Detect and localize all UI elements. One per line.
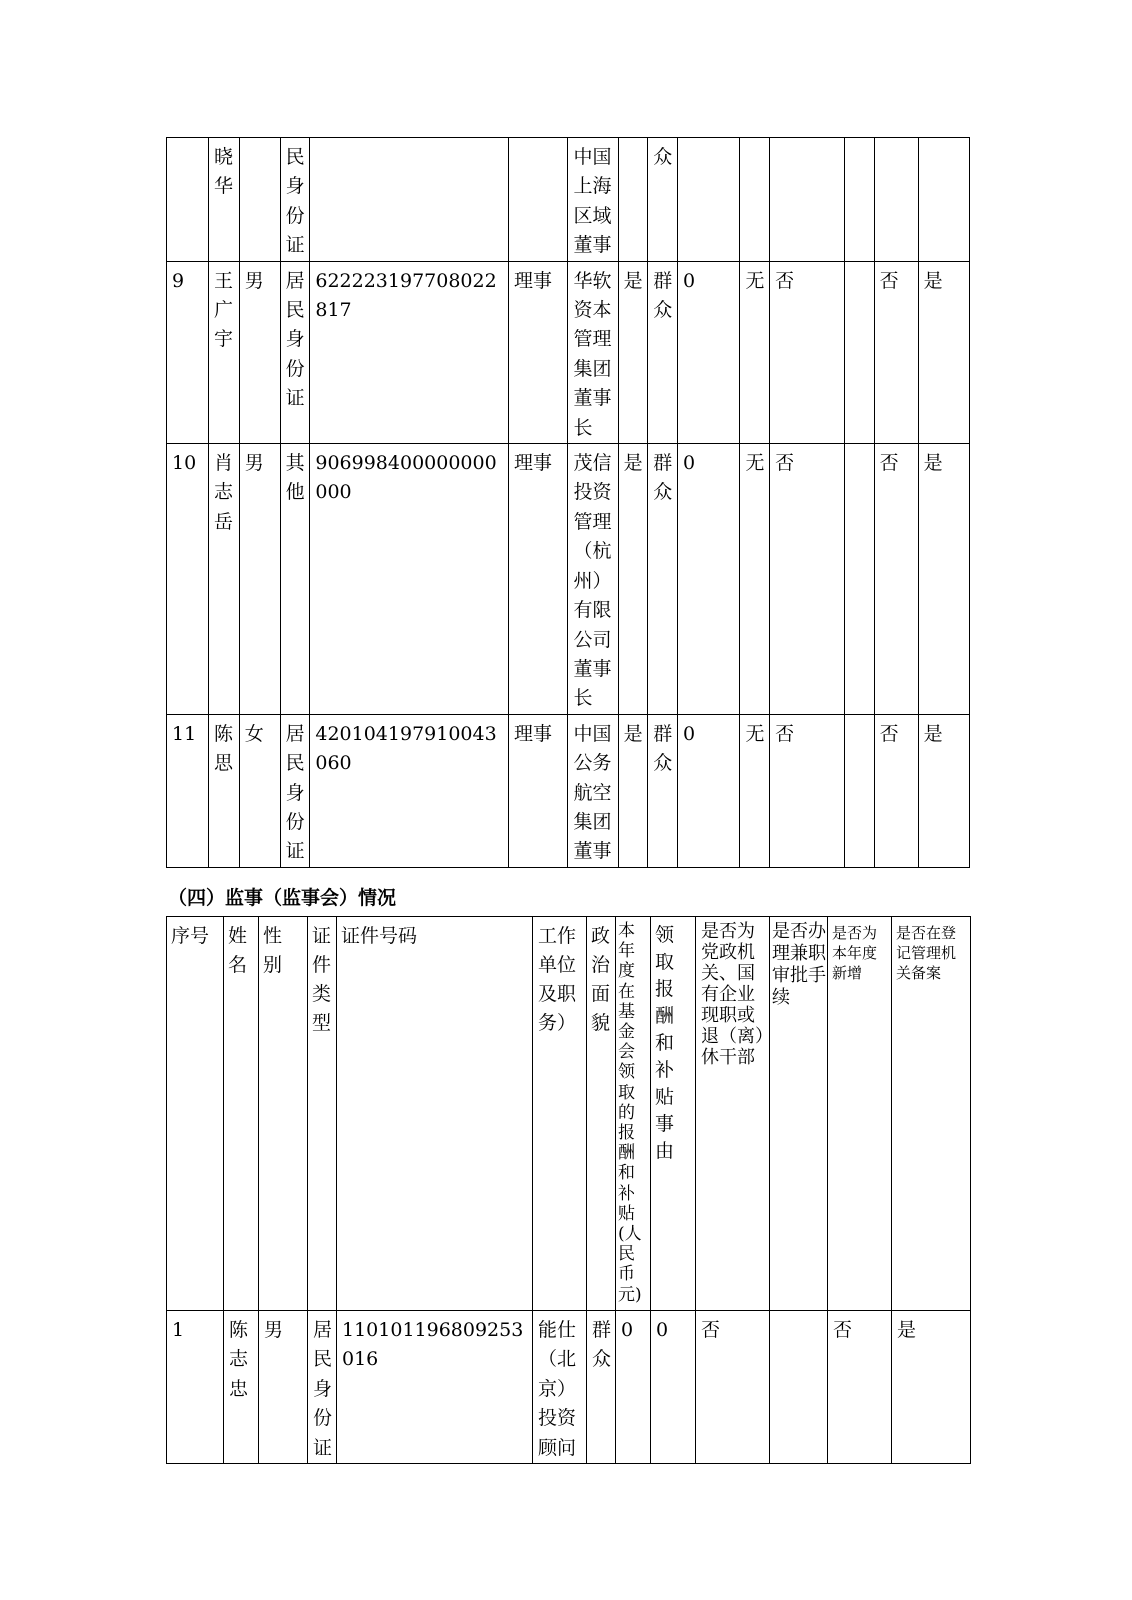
cell-pay: 0 — [677, 714, 739, 867]
cell-gov: 否 — [770, 261, 845, 443]
cell-work: 茂信投资管理（杭州）有限公司董事长 — [568, 444, 618, 715]
cell-gender: 女 — [239, 714, 280, 867]
cell-id-type: 居民身份证 — [280, 261, 310, 443]
table-row — [167, 138, 970, 262]
cell-id-number: 420104197910043060 — [310, 714, 509, 867]
header-new: 是否为本年度新增 — [828, 917, 892, 1311]
header-gov: 是否为党政机关、国有企业现职或退（离）休干部 — [696, 917, 770, 1311]
cell-political: 群众 — [648, 261, 678, 443]
cell-registered: 是 — [918, 714, 969, 867]
cell-gender: 男 — [239, 261, 280, 443]
cell-gov: 否 — [696, 1311, 770, 1464]
table-row — [167, 444, 970, 715]
cell-gender: 男 — [259, 1311, 308, 1464]
table-header-row — [167, 917, 971, 1311]
header-name: 姓名 — [224, 917, 259, 1311]
cell-id-number: 110101196809253016 — [337, 1311, 533, 1464]
header-id-type: 证件类型 — [308, 917, 337, 1311]
cell-political: 群众 — [648, 714, 678, 867]
cell-id-number: 906998400000000000 — [310, 444, 509, 715]
cell-gov: 否 — [770, 444, 845, 715]
cell-concurrent — [844, 714, 874, 867]
table-row — [167, 714, 970, 867]
cell-no: 1 — [167, 1311, 224, 1464]
cell-gender: 男 — [239, 444, 280, 715]
header-pay: 本年度在基金会领取的报酬和补贴(人民币元) — [616, 917, 651, 1311]
cell-registered: 是 — [892, 1311, 971, 1464]
cell-id-type: 其他 — [280, 444, 310, 715]
cell-pay: 0 — [677, 261, 739, 443]
cell-political: 众 — [648, 138, 678, 262]
cell-role: 理事 — [509, 444, 568, 715]
cell-pay: 0 — [616, 1311, 651, 1464]
cell-concurrent — [844, 261, 874, 443]
header-pay-reason: 领取报酬和补贴事由 — [651, 917, 696, 1311]
cell-pay-reason: 无 — [740, 444, 770, 715]
cell-pay-reason: 无 — [740, 714, 770, 867]
section-title: （四）监事（监事会）情况 — [168, 887, 397, 909]
cell-pay-reason: 0 — [651, 1311, 696, 1464]
cell-new: 否 — [874, 261, 918, 443]
cell-gender — [239, 138, 280, 262]
cell-no — [167, 138, 209, 262]
cell-pay-reason: 无 — [740, 261, 770, 443]
cell-fulltime — [618, 138, 648, 262]
cell-political: 群众 — [587, 1311, 616, 1464]
cell-gov — [770, 138, 845, 262]
cell-no: 11 — [167, 714, 209, 867]
cell-name: 陈思 — [208, 714, 239, 867]
cell-pay — [677, 138, 739, 262]
cell-role: 理事 — [509, 261, 568, 443]
cell-name: 陈志忠 — [224, 1311, 259, 1464]
cell-role — [509, 138, 568, 262]
table-row — [167, 261, 970, 443]
council-members-table — [166, 137, 970, 868]
cell-registered: 是 — [918, 444, 969, 715]
cell-concurrent — [844, 138, 874, 262]
cell-no: 9 — [167, 261, 209, 443]
cell-new — [874, 138, 918, 262]
header-no: 序号 — [167, 917, 224, 1311]
cell-id-number: 622223197708022817 — [310, 261, 509, 443]
cell-new: 否 — [874, 444, 918, 715]
cell-gov: 否 — [770, 714, 845, 867]
header-id-number: 证件号码 — [337, 917, 533, 1311]
cell-registered: 是 — [918, 261, 969, 443]
cell-id-number — [310, 138, 509, 262]
cell-fulltime: 是 — [618, 261, 648, 443]
header-registered: 是否在登记管理机关备案 — [892, 917, 971, 1311]
cell-fulltime: 是 — [618, 714, 648, 867]
cell-role: 理事 — [509, 714, 568, 867]
cell-pay: 0 — [677, 444, 739, 715]
cell-registered — [918, 138, 969, 262]
supervisors-table — [166, 916, 971, 1464]
cell-fulltime: 是 — [618, 444, 648, 715]
cell-name: 肖志岳 — [208, 444, 239, 715]
table-row — [167, 1311, 971, 1464]
cell-no: 10 — [167, 444, 209, 715]
cell-id-type: 居民身份证 — [280, 714, 310, 867]
cell-id-type: 民身份证 — [280, 138, 310, 262]
cell-new: 否 — [874, 714, 918, 867]
cell-new: 否 — [828, 1311, 892, 1464]
cell-pay-reason — [740, 138, 770, 262]
cell-name: 王广宇 — [208, 261, 239, 443]
cell-work: 能仕（北京）投资顾问 — [533, 1311, 587, 1464]
cell-approval — [770, 1311, 828, 1464]
header-gender: 性别 — [259, 917, 308, 1311]
cell-id-type: 居民身份证 — [308, 1311, 337, 1464]
cell-work: 中国上海区域董事 — [568, 138, 618, 262]
header-work: 工作单位及职务） — [533, 917, 587, 1311]
cell-concurrent — [844, 444, 874, 715]
header-political: 政治面貌 — [587, 917, 616, 1311]
header-approval: 是否办理兼职审批手续 — [770, 917, 828, 1311]
cell-work: 中国公务航空集团董事 — [568, 714, 618, 867]
cell-work: 华软资本管理集团董事长 — [568, 261, 618, 443]
cell-political: 群众 — [648, 444, 678, 715]
cell-name: 晓华 — [208, 138, 239, 262]
